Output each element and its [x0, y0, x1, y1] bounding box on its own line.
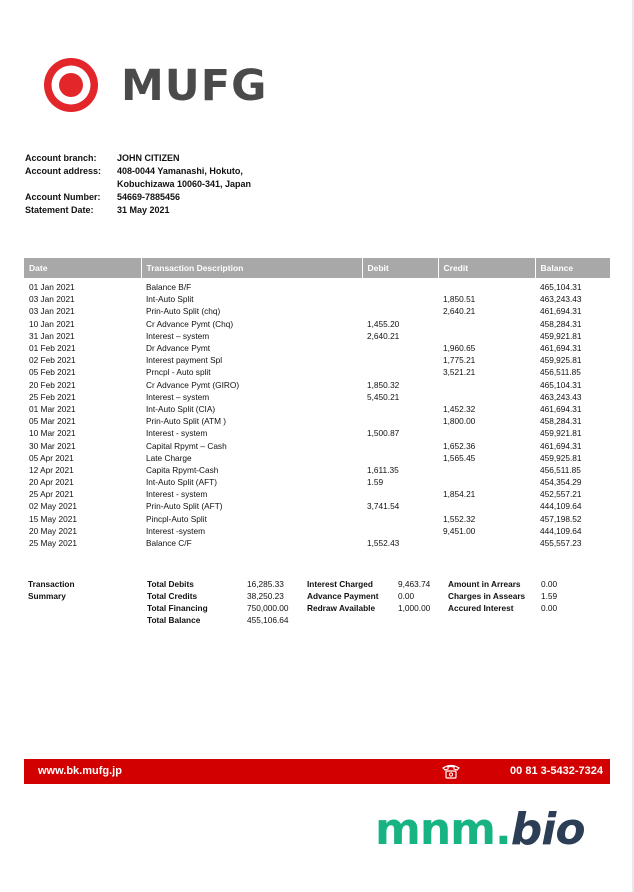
cell-credit: 3,521.21 [443, 367, 476, 378]
table-row [24, 525, 610, 537]
table-row [24, 278, 610, 293]
cell-credit: 1,652.36 [443, 440, 476, 451]
mufg-logo-mark-icon [33, 57, 111, 113]
table-row [24, 427, 610, 439]
cell-debit [362, 452, 438, 464]
cell-desc: Prin-Auto Split (chq) [146, 306, 221, 317]
cell-credit [438, 476, 535, 488]
total-financing-value: 750,000.00 [247, 603, 289, 613]
telephone-icon [441, 763, 461, 779]
cell-date: 01 Jan 2021 [29, 282, 75, 293]
cell-date: 31 Jan 2021 [29, 330, 75, 341]
cell-debit [362, 293, 438, 305]
cell-date: 20 Feb 2021 [29, 379, 76, 390]
cell-balance: 459,925.81 [540, 355, 582, 366]
cell-debit [362, 305, 438, 317]
cell-date: 20 May 2021 [29, 525, 77, 536]
cell-credit: 1,854.21 [443, 489, 476, 500]
charges-arrears-value: 1.59 [541, 591, 558, 601]
interest-charged-value: 9,463.74 [398, 579, 431, 589]
cell-desc: Int-Auto Split (AFT) [146, 477, 218, 488]
account-number-value: 54669-7885456 [117, 192, 181, 202]
cell-debit [362, 342, 438, 354]
transactions-table [24, 258, 610, 549]
total-financing-label: Total Financing [147, 603, 208, 613]
header-description: Transaction Description [141, 258, 362, 278]
cell-debit: 3,741.54 [367, 501, 400, 512]
cell-balance: 465,104.31 [540, 282, 582, 293]
cell-desc: Interest – system [146, 330, 210, 341]
account-address-line2: Kobuchizawa 10060-341, Japan [117, 179, 252, 189]
cell-desc: Interest -system [146, 525, 206, 536]
cell-balance: 461,694.31 [540, 403, 582, 414]
cell-desc: Int-Auto Split (CIA) [146, 403, 216, 414]
interest-charged-label: Interest Charged [307, 579, 373, 589]
table-row [24, 415, 610, 427]
cell-credit: 1,452.32 [443, 403, 476, 414]
table-row [24, 403, 610, 415]
cell-debit [362, 354, 438, 366]
amount-arrears-label: Amount in Arrears [448, 579, 521, 589]
cell-date: 25 May 2021 [29, 538, 77, 549]
total-credits-label: Total Credits [147, 591, 198, 601]
cell-credit: 1,775.21 [443, 355, 476, 366]
summary-interest [307, 578, 430, 614]
cell-balance: 461,694.31 [540, 306, 582, 317]
cell-date: 05 Apr 2021 [29, 452, 74, 463]
account-address-label: Account address: [25, 166, 102, 176]
footer-website-link[interactable]: www.bk.mufg.jp [38, 765, 122, 777]
cell-desc: Int-Auto Split [146, 294, 194, 305]
cell-date: 03 Jan 2021 [29, 306, 75, 317]
account-branch-label: Account branch: [25, 153, 97, 163]
statement-date-label: Statement Date: [25, 205, 94, 215]
cell-debit [362, 403, 438, 415]
cell-credit [438, 537, 535, 549]
total-debits-label: Total Debits [147, 579, 194, 589]
cell-balance: 461,694.31 [540, 440, 582, 451]
accured-interest-label: Accured Interest [448, 603, 514, 613]
cell-credit: 1,850.51 [443, 294, 476, 305]
cell-debit: 2,640.21 [367, 330, 400, 341]
cell-desc: Balance C/F [146, 538, 192, 549]
cell-debit: 1,500.87 [367, 428, 400, 439]
summary-title-line2: Summary [28, 591, 66, 601]
cell-debit: 1,850.32 [367, 379, 400, 390]
table-row [24, 379, 610, 391]
table-row [24, 305, 610, 317]
cell-desc: Pincpl-Auto Split [146, 513, 207, 524]
cell-credit [438, 391, 535, 403]
advance-payment-value: 0.00 [398, 591, 415, 601]
cell-credit [438, 278, 535, 293]
cell-credit: 1,565.45 [443, 452, 476, 463]
redraw-available-value: 1,000.00 [398, 603, 431, 613]
cell-credit: 1,552.32 [443, 513, 476, 524]
cell-balance: 452,557.21 [540, 489, 582, 500]
cell-debit [362, 415, 438, 427]
cell-date: 03 Jan 2021 [29, 294, 75, 305]
cell-debit: 1,455.20 [367, 318, 400, 329]
cell-date: 25 Apr 2021 [29, 489, 74, 500]
cell-debit: 5,450.21 [367, 391, 400, 402]
cell-date: 05 Feb 2021 [29, 367, 76, 378]
total-balance-label: Total Balance [147, 615, 201, 625]
cell-date: 12 Apr 2021 [29, 464, 74, 475]
cell-balance: 458,284.31 [540, 318, 582, 329]
cell-balance: 463,243.43 [540, 294, 582, 305]
cell-desc: Prin-Auto Split (ATM ) [146, 416, 227, 427]
cell-date: 05 Mar 2021 [29, 416, 76, 427]
cell-balance: 459,921.81 [540, 428, 582, 439]
cell-desc: Interest – system [146, 391, 210, 402]
cell-balance: 455,557.23 [540, 538, 582, 549]
table-row [24, 488, 610, 500]
cell-date: 02 Feb 2021 [29, 355, 76, 366]
cell-desc: Interest payment Spl [146, 355, 223, 366]
cell-credit: 1,800.00 [443, 416, 476, 427]
cell-balance: 463,243.43 [540, 391, 582, 402]
mufg-logo [33, 57, 273, 113]
table-row [24, 391, 610, 403]
cell-balance: 458,284.31 [540, 416, 582, 427]
cell-date: 15 May 2021 [29, 513, 77, 524]
table-row [24, 464, 610, 476]
cell-credit [438, 330, 535, 342]
watermark-text [375, 804, 585, 856]
cell-balance: 444,109.64 [540, 525, 582, 536]
cell-desc: Cr Advance Pymt (Chq) [146, 318, 234, 329]
table-row [24, 452, 610, 464]
cell-credit [438, 500, 535, 512]
cell-credit: 9,451.00 [443, 525, 476, 536]
table-row [24, 439, 610, 451]
cell-debit: 1,552.43 [367, 538, 400, 549]
table-row [24, 354, 610, 366]
cell-desc: Capital Rpymt – Cash [146, 440, 227, 451]
cell-date: 02 May 2021 [29, 501, 77, 512]
transactions-body [24, 278, 610, 549]
cell-date: 01 Mar 2021 [29, 403, 76, 414]
redraw-available-label: Redraw Available [307, 603, 376, 613]
cell-debit [362, 278, 438, 293]
cell-credit: 1,960.65 [443, 343, 476, 354]
cell-balance: 465,104.31 [540, 379, 582, 390]
cell-credit [438, 427, 535, 439]
account-branch-value: JOHN CITIZEN [117, 153, 180, 163]
total-balance-value: 455,106.64 [247, 615, 289, 625]
charges-arrears-label: Charges in Assears [448, 591, 526, 601]
cell-debit [362, 488, 438, 500]
table-row [24, 318, 610, 330]
cell-debit [362, 439, 438, 451]
cell-date: 20 Apr 2021 [29, 477, 74, 488]
summary-totals [147, 578, 289, 626]
cell-balance: 456,511.85 [540, 464, 581, 475]
account-details [25, 152, 317, 217]
cell-credit [438, 379, 535, 391]
cell-desc: Cr Advance Pymt (GIRO) [146, 379, 240, 390]
cell-debit: 1,611.35 [367, 464, 399, 475]
cell-balance: 454,354.29 [540, 477, 582, 488]
table-row [24, 366, 610, 378]
cell-balance: 457,198.52 [540, 513, 582, 524]
cell-desc: Capita Rpymt-Cash [146, 464, 219, 475]
cell-credit [438, 318, 535, 330]
cell-date: 10 Jan 2021 [29, 318, 75, 329]
header-debit: Debit [362, 258, 438, 278]
cell-balance: 459,925.81 [540, 452, 582, 463]
table-header-row [24, 258, 610, 278]
cell-desc: Dr Advance Pymt [146, 343, 211, 354]
footer-phone-number[interactable]: 00 81 3-5432-7324 [510, 765, 603, 777]
watermark-part2: bio [510, 804, 585, 855]
table-row [24, 293, 610, 305]
cell-debit [362, 366, 438, 378]
cell-debit [362, 513, 438, 525]
table-row [24, 330, 610, 342]
cell-date: 10 Mar 2021 [29, 428, 76, 439]
cell-balance: 456,511.85 [540, 367, 581, 378]
cell-credit [438, 464, 535, 476]
cell-debit [362, 525, 438, 537]
table-row [24, 342, 610, 354]
cell-desc: Interest - system [146, 489, 208, 500]
summary-title [28, 578, 75, 602]
advance-payment-label: Advance Payment [307, 591, 379, 601]
total-debits-value: 16,285.33 [247, 579, 284, 589]
table-row [24, 476, 610, 488]
account-number-label: Account Number: [25, 192, 101, 202]
summary-title-line1: Transaction [28, 579, 75, 589]
table-row [24, 500, 610, 512]
cell-date: 30 Mar 2021 [29, 440, 76, 451]
cell-date: 25 Feb 2021 [29, 391, 76, 402]
cell-credit: 2,640.21 [443, 306, 476, 317]
amount-arrears-value: 0.00 [541, 579, 558, 589]
summary-arrears [448, 578, 557, 614]
total-credits-value: 38,250.23 [247, 591, 284, 601]
header-credit: Credit [438, 258, 535, 278]
accured-interest-value: 0.00 [541, 603, 558, 613]
account-address-line1: 408-0044 Yamanashi, Hokuto, [117, 166, 243, 176]
cell-desc: Prncpl - Auto split [146, 367, 211, 378]
table-row [24, 513, 610, 525]
cell-desc: Prin-Auto Split (AFT) [146, 501, 223, 512]
brand-name: MUFG [121, 61, 268, 111]
header-date: Date [24, 258, 141, 278]
cell-desc: Late Charge [146, 452, 192, 463]
table-row [24, 537, 610, 549]
footer-bar [24, 759, 610, 784]
cell-date: 01 Feb 2021 [29, 343, 76, 354]
watermark-part1: mnm. [375, 804, 511, 855]
header-balance: Balance [535, 258, 610, 278]
statement-date-value: 31 May 2021 [117, 205, 170, 215]
cell-desc: Interest - system [146, 428, 208, 439]
cell-debit: 1.59 [367, 477, 384, 488]
cell-balance: 444,109.64 [540, 501, 582, 512]
cell-desc: Balance B/F [146, 282, 192, 293]
cell-balance: 461,694.31 [540, 343, 582, 354]
cell-balance: 459,921.81 [540, 330, 582, 341]
